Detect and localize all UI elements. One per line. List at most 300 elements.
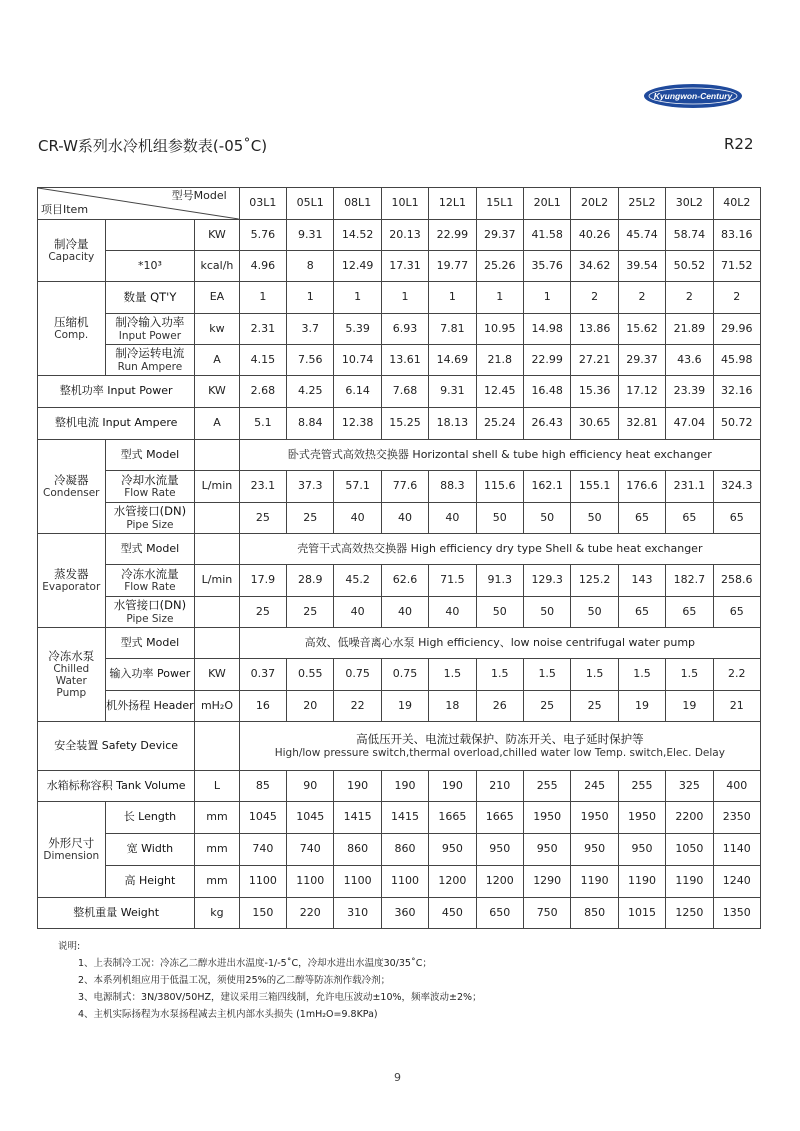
sub-en: Pipe Size: [126, 612, 174, 625]
capacity-kcal-row: [38, 251, 761, 282]
sub-zh: 水管接口(DN): [113, 504, 187, 519]
evaporator-en: Evaporator: [42, 581, 101, 594]
value-cell: 1190: [618, 866, 665, 898]
note-item: 4、主机实际扬程为水泵扬程减去主机内部水头损失 (1mH₂O=9.8KPa): [78, 1009, 378, 1020]
unit-cell: mm: [195, 802, 239, 834]
value-cell: 360: [381, 898, 428, 929]
value-cell: 19: [381, 691, 428, 722]
safety-line-2: High/low pressure switch,thermal overload,chilled water low Temp. switch,Elec. Delay: [274, 746, 725, 759]
refrigerant-label: R22: [724, 135, 754, 153]
value-cell: 12.45: [476, 376, 523, 408]
value-cell: 176.6: [618, 471, 665, 503]
value-cell: 325: [666, 771, 713, 802]
value-cell: 17.12: [618, 376, 665, 408]
safety-row: [38, 722, 761, 771]
value-cell: 2: [571, 282, 618, 314]
value-cell: 12.49: [334, 251, 381, 282]
sub-zh: 冷冻水流量: [121, 566, 179, 581]
value-cell: 143: [618, 565, 665, 597]
evaporator-group-label: [38, 534, 106, 628]
sub-label: 型式 Model: [105, 628, 195, 659]
evaporator-pipe-row: [38, 597, 761, 628]
value-cell: 7.81: [429, 314, 476, 345]
sub-en: Flow Rate: [124, 487, 176, 500]
pump-group-label: [38, 628, 106, 722]
model-header-cell: 10L1: [381, 188, 428, 220]
value-cell: 255: [524, 771, 571, 802]
value-cell: 1: [381, 282, 428, 314]
value-cell: 45.74: [618, 220, 665, 251]
sub-en: Pipe Size: [126, 518, 174, 531]
value-cell: 16: [239, 691, 286, 722]
value-cell: 18.13: [429, 408, 476, 440]
value-cell: 1240: [713, 866, 760, 898]
comp-sub-en: Input Power: [118, 329, 182, 342]
value-cell: 65: [666, 503, 713, 534]
unit-cell: KW: [195, 659, 239, 691]
unit-cell: A: [195, 345, 239, 376]
value-cell: 14.69: [429, 345, 476, 376]
value-cell: 7.56: [287, 345, 334, 376]
value-cell: 950: [571, 834, 618, 866]
model-header-cell: 20L2: [571, 188, 618, 220]
value-cell: 1950: [524, 802, 571, 834]
value-cell: 25: [287, 503, 334, 534]
model-header-cell: 08L1: [334, 188, 381, 220]
value-cell: 10.74: [334, 345, 381, 376]
value-cell: 25: [239, 503, 286, 534]
value-cell: 35.76: [524, 251, 571, 282]
value-cell: 5.76: [239, 220, 286, 251]
value-cell: 13.86: [571, 314, 618, 345]
value-cell: 2200: [666, 802, 713, 834]
value-cell: 19: [618, 691, 665, 722]
value-cell: 25: [287, 597, 334, 628]
value-cell: 4.25: [287, 376, 334, 408]
value-cell: 14.52: [334, 220, 381, 251]
merged-description: 卧式壳管式高效热交换器 Horizontal shell & tube high efficiency heat exchanger: [239, 440, 760, 471]
condenser-pipe-row: [38, 503, 761, 534]
value-cell: 210: [476, 771, 523, 802]
spec-table-body: [38, 188, 761, 929]
value-cell: 1100: [239, 866, 286, 898]
value-cell: 27.21: [571, 345, 618, 376]
value-cell: 17.9: [239, 565, 286, 597]
notes: [58, 938, 482, 1023]
condenser-flow-row: [38, 471, 761, 503]
value-cell: 50.52: [666, 251, 713, 282]
value-cell: 10.95: [476, 314, 523, 345]
value-cell: 8: [287, 251, 334, 282]
safety-line-1: 高低压开关、电流过载保护、防冻开关、电子延时保护等: [356, 732, 644, 747]
value-cell: 1: [429, 282, 476, 314]
comp-row: [38, 345, 761, 376]
value-cell: 37.3: [287, 471, 334, 503]
capacity-sub-label: [105, 220, 195, 251]
value-cell: 1.5: [524, 659, 571, 691]
value-cell: 6.14: [334, 376, 381, 408]
merged-description: 壳管干式高效热交换器 High efficiency dry type Shell & tube heat exchanger: [239, 534, 760, 565]
value-cell: 17.31: [381, 251, 428, 282]
value-cell: 30.65: [571, 408, 618, 440]
value-cell: 45.98: [713, 345, 760, 376]
value-cell: 190: [381, 771, 428, 802]
weight-row: [38, 898, 761, 929]
value-cell: 8.84: [287, 408, 334, 440]
value-cell: 1: [524, 282, 571, 314]
value-cell: 39.54: [618, 251, 665, 282]
value-cell: 1045: [287, 802, 334, 834]
value-cell: 1200: [476, 866, 523, 898]
pump-model-row: [38, 628, 761, 659]
value-cell: 20.13: [381, 220, 428, 251]
value-cell: 2350: [713, 802, 760, 834]
unit-cell: kw: [195, 314, 239, 345]
model-header-cell: 15L1: [476, 188, 523, 220]
sub-label: 型式 Model: [105, 534, 195, 565]
value-cell: 1290: [524, 866, 571, 898]
comp-sub-en: Run Ampere: [117, 360, 183, 373]
value-cell: 4.96: [239, 251, 286, 282]
note-item: 2、本系列机组应用于低温工况，须使用25%的乙二醇等防冻剂作载冷剂；: [78, 975, 391, 986]
value-cell: 21.8: [476, 345, 523, 376]
value-cell: 1950: [618, 802, 665, 834]
value-cell: 18: [429, 691, 476, 722]
comp-en: Comp.: [54, 329, 89, 342]
value-cell: 2: [666, 282, 713, 314]
value-cell: 1050: [666, 834, 713, 866]
value-cell: 1: [239, 282, 286, 314]
value-cell: 1: [476, 282, 523, 314]
value-cell: 1950: [571, 802, 618, 834]
value-cell: 3.7: [287, 314, 334, 345]
item-label: 项目Item: [41, 203, 89, 217]
value-cell: 23.39: [666, 376, 713, 408]
value-cell: 1.5: [618, 659, 665, 691]
value-cell: 6.93: [381, 314, 428, 345]
value-cell: 50: [571, 503, 618, 534]
value-cell: 71.52: [713, 251, 760, 282]
value-cell: 0.55: [287, 659, 334, 691]
header-diagonal-cell: [38, 188, 240, 220]
unit-cell: mm: [195, 834, 239, 866]
value-cell: 1100: [287, 866, 334, 898]
value-cell: 40: [381, 503, 428, 534]
kyungwon-century-logo: [643, 83, 743, 109]
value-cell: 19: [666, 691, 713, 722]
value-cell: 22: [334, 691, 381, 722]
value-cell: 0.75: [381, 659, 428, 691]
value-cell: 129.3: [524, 565, 571, 597]
comp-group-label: [38, 282, 106, 376]
value-cell: 182.7: [666, 565, 713, 597]
value-cell: 29.96: [713, 314, 760, 345]
row-label: 整机功率 Input Power: [38, 376, 195, 408]
value-cell: 29.37: [476, 220, 523, 251]
unit-cell: [195, 597, 239, 628]
sub-label: 长 Length: [105, 802, 195, 834]
value-cell: 190: [334, 771, 381, 802]
model-header-cell: 05L1: [287, 188, 334, 220]
total-current-row: [38, 408, 761, 440]
value-cell: 1100: [334, 866, 381, 898]
model-header-cell: 20L1: [524, 188, 571, 220]
unit-cell: KW: [195, 220, 239, 251]
value-cell: 32.81: [618, 408, 665, 440]
value-cell: 860: [381, 834, 428, 866]
value-cell: 9.31: [429, 376, 476, 408]
value-cell: 1: [334, 282, 381, 314]
unit-cell: [195, 440, 239, 471]
value-cell: 50.72: [713, 408, 760, 440]
value-cell: 20: [287, 691, 334, 722]
value-cell: 220: [287, 898, 334, 929]
pump-en-2: Pump: [56, 687, 87, 700]
value-cell: 19.77: [429, 251, 476, 282]
value-cell: 15.25: [381, 408, 428, 440]
value-cell: 0.75: [334, 659, 381, 691]
tank-row: [38, 771, 761, 802]
value-cell: 1.5: [429, 659, 476, 691]
value-cell: 2.2: [713, 659, 760, 691]
model-header-cell: 25L2: [618, 188, 665, 220]
row-label: 整机重量 Weight: [38, 898, 195, 929]
sub-label: 宽 Width: [105, 834, 195, 866]
pump-en: Chilled Water: [53, 663, 90, 688]
sub-label: 输入功率 Power: [105, 659, 195, 691]
unit-cell: mm: [195, 866, 239, 898]
model-header-cell: 12L1: [429, 188, 476, 220]
unit-cell: [195, 534, 239, 565]
pump-head-row: [38, 691, 761, 722]
value-cell: 25: [571, 691, 618, 722]
value-cell: 400: [713, 771, 760, 802]
value-cell: 1.5: [571, 659, 618, 691]
unit-cell: mH₂O: [195, 691, 239, 722]
value-cell: 740: [239, 834, 286, 866]
dimension-en: Dimension: [43, 850, 100, 863]
value-cell: 1665: [476, 802, 523, 834]
row-label: 整机电流 Input Ampere: [38, 408, 195, 440]
dimension-row: [38, 866, 761, 898]
dimension-row: [38, 834, 761, 866]
comp-sub-label: [105, 314, 195, 345]
value-cell: 115.6: [476, 471, 523, 503]
value-cell: 1140: [713, 834, 760, 866]
dimension-row: [38, 802, 761, 834]
page-number: 9: [394, 1071, 401, 1084]
value-cell: 50: [571, 597, 618, 628]
value-cell: 85: [239, 771, 286, 802]
value-cell: 155.1: [571, 471, 618, 503]
value-cell: 2.68: [239, 376, 286, 408]
value-cell: 50: [524, 503, 571, 534]
value-cell: 5.1: [239, 408, 286, 440]
value-cell: 25.24: [476, 408, 523, 440]
comp-qty-row: [38, 282, 761, 314]
unit-cell: L: [195, 771, 239, 802]
value-cell: 950: [429, 834, 476, 866]
pump-power-row: [38, 659, 761, 691]
value-cell: 1190: [666, 866, 713, 898]
row-label: 水箱标称容积 Tank Volume: [38, 771, 195, 802]
value-cell: 62.6: [381, 565, 428, 597]
model-header-cell: 03L1: [239, 188, 286, 220]
value-cell: 83.16: [713, 220, 760, 251]
model-header-cell: 40L2: [713, 188, 760, 220]
unit-cell: L/min: [195, 565, 239, 597]
header-row: [38, 188, 761, 220]
value-cell: 13.61: [381, 345, 428, 376]
value-cell: 25.26: [476, 251, 523, 282]
value-cell: 91.3: [476, 565, 523, 597]
value-cell: 65: [618, 597, 665, 628]
unit-cell: [195, 722, 239, 771]
capacity-group-label: [38, 220, 106, 282]
value-cell: 90: [287, 771, 334, 802]
value-cell: 1190: [571, 866, 618, 898]
value-cell: 950: [524, 834, 571, 866]
pump-zh: 冷冻水泵: [48, 648, 95, 663]
row-label: 安全装置 Safety Device: [38, 722, 195, 771]
value-cell: 324.3: [713, 471, 760, 503]
value-cell: 21: [713, 691, 760, 722]
value-cell: 12.38: [334, 408, 381, 440]
value-cell: 950: [476, 834, 523, 866]
safety-description: [239, 722, 760, 771]
value-cell: 26: [476, 691, 523, 722]
value-cell: 65: [713, 597, 760, 628]
value-cell: 23.1: [239, 471, 286, 503]
value-cell: 0.37: [239, 659, 286, 691]
value-cell: 40: [429, 597, 476, 628]
comp-sub-zh: 制冷输入功率: [115, 315, 185, 330]
value-cell: 1665: [429, 802, 476, 834]
value-cell: 1350: [713, 898, 760, 929]
dimension-group-label: [38, 802, 106, 898]
value-cell: 1015: [618, 898, 665, 929]
comp-sub-zh: 制冷运转电流: [115, 346, 185, 361]
unit-cell: L/min: [195, 471, 239, 503]
sub-en: Flow Rate: [124, 581, 176, 594]
sub-label: 型式 Model: [105, 440, 195, 471]
value-cell: 450: [429, 898, 476, 929]
value-cell: 57.1: [334, 471, 381, 503]
capacity-en: Capacity: [48, 251, 95, 264]
note-item: 1、上表制冷工况：冷冻乙二醇水进出水温度-1/-5˚C，冷却水进出水温度30/35˚C；: [78, 958, 432, 969]
model-header-cell: 30L2: [666, 188, 713, 220]
capacity-zh: 制冷量: [54, 236, 89, 251]
value-cell: 1: [287, 282, 334, 314]
sub-label: [105, 565, 195, 597]
value-cell: 860: [334, 834, 381, 866]
total-power-row: [38, 376, 761, 408]
unit-cell: [195, 628, 239, 659]
value-cell: 2.31: [239, 314, 286, 345]
value-cell: 310: [334, 898, 381, 929]
value-cell: 58.74: [666, 220, 713, 251]
value-cell: 22.99: [524, 345, 571, 376]
value-cell: 950: [618, 834, 665, 866]
value-cell: 2: [618, 282, 665, 314]
value-cell: 77.6: [381, 471, 428, 503]
value-cell: 850: [571, 898, 618, 929]
unit-cell: kcal/h: [195, 251, 239, 282]
value-cell: 47.04: [666, 408, 713, 440]
dimension-zh: 外形尺寸: [48, 835, 95, 850]
sub-label: 高 Height: [105, 866, 195, 898]
value-cell: 15.62: [618, 314, 665, 345]
value-cell: 1045: [239, 802, 286, 834]
value-cell: 34.62: [571, 251, 618, 282]
value-cell: 65: [713, 503, 760, 534]
unit-cell: [195, 503, 239, 534]
evaporator-model-row: [38, 534, 761, 565]
value-cell: 88.3: [429, 471, 476, 503]
unit-cell: kg: [195, 898, 239, 929]
sub-label: 机外扬程 Header: [105, 691, 195, 722]
value-cell: 32.16: [713, 376, 760, 408]
page-title: CR-W系列水冷机组参数表(-05˚C): [38, 137, 268, 155]
value-cell: 9.31: [287, 220, 334, 251]
condenser-zh: 冷凝器: [54, 472, 89, 487]
merged-description: 高效、低噪音离心水泵 High efficiency、low noise centrifugal water pump: [239, 628, 760, 659]
value-cell: 40.26: [571, 220, 618, 251]
value-cell: 22.99: [429, 220, 476, 251]
value-cell: 2: [713, 282, 760, 314]
unit-cell: A: [195, 408, 239, 440]
capacity-kw-row: [38, 220, 761, 251]
comp-zh: 压缩机: [54, 314, 89, 329]
value-cell: 40: [334, 503, 381, 534]
value-cell: 4.15: [239, 345, 286, 376]
value-cell: 40: [429, 503, 476, 534]
value-cell: 15.36: [571, 376, 618, 408]
capacity-sub-label: *10³: [105, 251, 195, 282]
value-cell: 65: [666, 597, 713, 628]
condenser-group-label: [38, 440, 106, 534]
value-cell: 26.43: [524, 408, 571, 440]
value-cell: 28.9: [287, 565, 334, 597]
value-cell: 16.48: [524, 376, 571, 408]
condenser-en: Condenser: [43, 487, 100, 500]
sub-label: [105, 597, 195, 628]
sub-label: [105, 503, 195, 534]
value-cell: 1415: [334, 802, 381, 834]
evaporator-zh: 蒸发器: [54, 566, 89, 581]
value-cell: 7.68: [381, 376, 428, 408]
comp-row: [38, 314, 761, 345]
value-cell: 1250: [666, 898, 713, 929]
sub-zh: 冷却水流量: [121, 472, 179, 487]
value-cell: 1.5: [666, 659, 713, 691]
value-cell: 65: [618, 503, 665, 534]
value-cell: 650: [476, 898, 523, 929]
value-cell: 1200: [429, 866, 476, 898]
value-cell: 231.1: [666, 471, 713, 503]
value-cell: 740: [287, 834, 334, 866]
value-cell: 41.58: [524, 220, 571, 251]
value-cell: 150: [239, 898, 286, 929]
value-cell: 125.2: [571, 565, 618, 597]
sub-zh: 水管接口(DN): [113, 598, 187, 613]
unit-cell: KW: [195, 376, 239, 408]
value-cell: 255: [618, 771, 665, 802]
comp-sub-label: [105, 345, 195, 376]
condenser-model-row: [38, 440, 761, 471]
value-cell: 71.5: [429, 565, 476, 597]
value-cell: 50: [476, 503, 523, 534]
